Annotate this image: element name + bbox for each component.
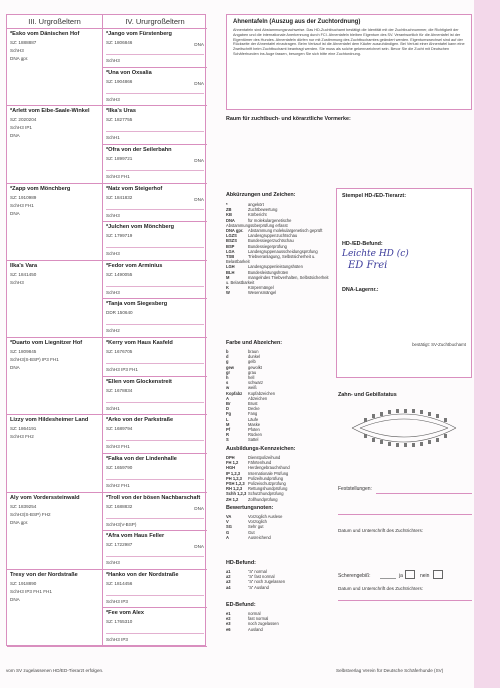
legend-code: BLH <box>226 269 235 275</box>
training-titles: SchH3 <box>106 251 120 257</box>
ahnentafel-info-box <box>226 14 472 110</box>
legend-code: K <box>226 285 229 291</box>
legend-code: DNA <box>226 217 235 223</box>
legend-meaning: dunkel <box>248 354 261 360</box>
pedigree-grid <box>6 14 206 646</box>
legend-code: h <box>226 375 229 381</box>
dog-name: *Kerry vom Haus Kasfeld <box>106 340 173 346</box>
dog-name: *Duarto vom Liegnitzer Hof <box>10 340 83 346</box>
dog-name: *Jango vom Fürstenberg <box>106 31 172 37</box>
great-great-grandparent-cell <box>103 608 207 647</box>
legend-code: PSH 1,2,3 <box>226 481 245 487</box>
great-grandparent-cell <box>7 184 103 261</box>
legend-code: gew <box>226 364 234 370</box>
legend-code: e2 <box>226 616 231 622</box>
ed-befund-list <box>226 611 332 632</box>
training-titles: SchH2 FH1 <box>106 482 130 488</box>
legend-meaning: für molekulargenetische Abstammungsüberprüfung erfasst <box>226 217 292 228</box>
legend-code: TSB <box>226 254 235 260</box>
scherengebiss-label: Scherengebiß: <box>338 573 371 579</box>
great-grandparent-cell <box>7 29 103 106</box>
zuchtbuch-number: SZ: 1809845 <box>10 349 37 354</box>
training-titles: SchH3 FH2 <box>10 434 34 440</box>
legend-code: A <box>226 534 229 540</box>
great-great-grandparent-cell <box>103 338 207 377</box>
zuchtbuch-number: SZ: 1722987 <box>106 542 133 548</box>
great-grandparent-cell <box>7 338 103 415</box>
legend-meaning: Brust <box>248 401 258 407</box>
datum-unterschrift-1: Datum und Unterschrift des Zuchtrichters: <box>338 528 424 533</box>
training-titles: SchH3 IP3 FH1 <box>106 367 138 372</box>
training-titles: SchH3 <box>106 289 120 295</box>
dog-name: *Arko von der Parkstraße <box>106 417 174 424</box>
legend-code: Fg <box>226 411 232 417</box>
legend-meaning: "a" Ausland <box>248 584 269 590</box>
dog-name: *Tanja vom Siegesberg <box>106 301 168 308</box>
entry-rule <box>106 433 204 441</box>
zuchtbuch-number: SZ: 1765310 <box>106 619 133 625</box>
entry-rule <box>106 395 204 403</box>
training-titles: SchH3 <box>106 96 120 102</box>
farbe-title: Farbe und Abzeichen: <box>226 340 283 346</box>
befund-handwritten-hd: Leichte HD (c) <box>342 249 409 259</box>
ausbildung-title: Ausbildungs-Kennzeichen: <box>226 446 296 452</box>
zuchtbuch-number: SZ: 1688832 <box>106 503 133 509</box>
dna-status: DNA <box>194 80 204 86</box>
legend-code: IP 1,2,3 <box>226 470 241 476</box>
training-titles: SchH3 <box>10 48 24 53</box>
legend-meaning: Kopfabzeichen <box>248 390 276 396</box>
dog-name: *Ilka's Uras <box>106 108 136 115</box>
legend-meaning: Bundesleistungshüten <box>248 269 289 275</box>
legend-code: d <box>226 354 229 360</box>
legend-meaning: Dienstpolizeihund <box>248 455 281 460</box>
zahn-title: Zahn- und Gebißstatus <box>338 392 397 398</box>
legend-code: a3 <box>226 579 231 585</box>
legend-code: Pf <box>226 427 231 433</box>
ausbildung-list <box>226 455 332 502</box>
col-header-great-great-grandparents: IV. Ururgroßeltern <box>103 15 207 29</box>
great-grandparent-cell <box>7 570 103 647</box>
dog-name: *Troll von der bösen Nachbarschaft <box>106 494 201 501</box>
feststellungen-label: Feststellungen: <box>338 486 372 492</box>
legend-meaning: normal <box>248 611 261 616</box>
dna-status: DNA <box>10 365 20 370</box>
training-titles: SchH3 <box>106 560 120 566</box>
zuchtbuch-number: SZ: 1490055 <box>106 271 133 277</box>
legend-meaning: Sattel <box>248 437 259 443</box>
great-great-grandparent-cell <box>103 493 207 532</box>
dog-name: *Ellen vom Glockenstreit <box>106 378 172 385</box>
dentition-diagram <box>344 404 464 452</box>
legend-meaning: Maske <box>248 421 261 427</box>
legend-code: LGA <box>226 248 235 254</box>
zuchtbuch-number: SZ: 1678834 <box>106 387 133 393</box>
hd-befund-list <box>226 569 332 590</box>
legend-meaning: Bundessiegerzuchtschau <box>248 238 294 244</box>
farbe-list <box>226 349 332 443</box>
training-titles: SchH3 IP1 <box>10 125 32 131</box>
legend-code: DPH <box>226 455 235 460</box>
training-titles: SchH2 <box>106 328 120 334</box>
dog-name: *Fedor vom Arminius <box>106 262 163 269</box>
legend-meaning: angekört <box>248 202 264 207</box>
legend-code: e6 <box>226 626 231 632</box>
legend-code: LGH <box>226 264 235 270</box>
zuchtbuch-number: SZ: 1918890 <box>10 580 37 586</box>
dna-status: DNA <box>194 505 204 511</box>
legend-code: FH 1,2 <box>226 460 239 466</box>
ja-checkbox[interactable] <box>405 570 415 579</box>
bewertung-title: Bewertungsnoten: <box>226 505 274 511</box>
training-titles: SchH3 IP3 FH1 FH1 <box>10 588 52 594</box>
dna-status: DNA <box>10 596 20 602</box>
great-grandparent-cell <box>7 415 103 492</box>
legend-code: G <box>226 529 230 535</box>
zuchtbuch-number: SZ: 1659790 <box>106 464 133 470</box>
legend-code: RH 1,2,3 <box>226 486 243 492</box>
zuchtbuch-number: SZ: 1888887 <box>10 40 37 45</box>
abbr-title: Abkürzungen und Zeichen: <box>226 192 296 198</box>
training-titles: SchH3 FH1 <box>10 202 34 208</box>
legend-meaning: Körpermängel <box>248 285 274 291</box>
legend-code: s <box>226 380 229 386</box>
legend-meaning: Ausland <box>248 626 263 632</box>
feststellungen-line <box>376 493 472 494</box>
dog-name: *Zapp vom Mönchberg <box>10 185 71 192</box>
legend-meaning: Vorzüglich Auslese <box>248 514 283 519</box>
col-header-great-grandparents: III. Urgroßeltern <box>7 15 103 29</box>
zuchtbuch-number: SZ: 1827755 <box>106 117 133 123</box>
dog-name: *Arlett vom Eibe-Saale-Winkel <box>10 108 90 115</box>
legend-meaning: Sehr gut <box>248 524 264 530</box>
legend-meaning: "a" normal <box>248 569 267 574</box>
dog-name: Aly vom Vorderssteinwald <box>10 494 80 501</box>
training-titles: SchH3 <box>10 279 24 285</box>
legend-code: w <box>226 385 230 391</box>
great-great-grandparent-cell <box>103 106 207 145</box>
legend-meaning: Triebveranlagung, Selbstsicherheit u. Belastbarkeit <box>226 254 316 265</box>
training-titles: SchH3 IP3 <box>106 598 128 604</box>
legend-meaning: noch zugelassen <box>248 621 279 627</box>
great-great-grandparent-cell <box>103 454 207 493</box>
zuchtbuch-number: SZ: 1676705 <box>106 349 133 354</box>
zuchtbuch-number: SZ: 1864191 <box>10 426 37 432</box>
legend-meaning: Pfoten <box>248 427 260 433</box>
great-grandparent-cell <box>7 106 103 183</box>
legend-row <box>226 627 332 632</box>
entry-rule <box>106 317 204 325</box>
legend-meaning: Landesgruppenausscheidungsprüfung <box>248 248 318 254</box>
legend-code: e1 <box>226 611 231 616</box>
zuchtbuch-number: SZ: 1904866 <box>106 78 133 84</box>
legend-row <box>226 585 332 590</box>
signature-line-1 <box>338 514 472 515</box>
legend-code: D <box>226 406 229 412</box>
vet-stamp-box <box>336 188 472 378</box>
legend-code: ZB <box>226 207 232 213</box>
legend-code: V <box>226 519 229 525</box>
entry-rule <box>106 588 204 596</box>
legend-meaning: Fährtenhund <box>248 460 272 466</box>
legend-code: LGZS <box>226 233 237 239</box>
great-great-grandparent-cell <box>103 184 207 223</box>
zuchtbuch-number: SZ: 1814456 <box>106 580 133 586</box>
legend-row <box>226 218 332 228</box>
datum-unterschrift-2: Datum und Unterschrift des Zuchtrichters: <box>338 586 424 591</box>
ja-label: ja <box>399 573 403 579</box>
legend-code: KB <box>226 212 232 218</box>
dog-name: *Fee vom Alex <box>106 610 145 617</box>
legend-code: a4 <box>226 584 231 590</box>
abbr-list <box>226 202 332 296</box>
dog-name: Tresy von der Nordstraße <box>10 571 78 578</box>
legend-code: HGH <box>226 465 236 471</box>
zuchtbuch-number: SZ: 1806846 <box>106 40 133 45</box>
great-great-grandparent-cell <box>103 68 207 107</box>
legend-row <box>226 290 332 295</box>
legend-code: SG <box>226 524 232 530</box>
legend-code: gr <box>226 369 231 375</box>
dna-lagernr-label: DNA-Lagernr.: <box>342 287 379 293</box>
dog-name: *Julchen vom Mönchberg <box>106 224 175 231</box>
legend-meaning: Herdengebrauchshund <box>248 465 290 471</box>
legend-meaning: Abstammung molekulargenetisch geprüft <box>248 228 323 234</box>
bewertung-list <box>226 514 332 540</box>
training-titles: SchH3 FH1 <box>106 173 130 179</box>
legend-meaning: Fang <box>248 411 258 417</box>
legend-meaning: Wesensmängel <box>248 290 277 296</box>
dna-status: DNA <box>194 544 204 550</box>
dna-status: DNA gpr. <box>10 56 29 61</box>
dog-name: *Natz vom Steigerhof <box>106 185 163 192</box>
legend-code: PH 1,2,3 <box>226 475 242 481</box>
dog-name: *Esko vom Dänischen Hof <box>10 31 80 37</box>
dna-status: DNA <box>10 210 20 216</box>
dna-status: DNA <box>194 196 204 202</box>
training-titles: SchH3 FH1 <box>106 444 130 450</box>
training-titles: SchH3(V-BSP) <box>106 521 137 527</box>
befund-label: HD-/ED-Befund: <box>342 241 383 247</box>
legend-meaning: Abzeichen <box>248 395 268 401</box>
right-margin-band <box>474 0 500 688</box>
legend-meaning: Läufe <box>248 416 259 422</box>
great-great-grandparent-cell <box>103 222 207 261</box>
dog-name: *Ofra von der Seilerbahn <box>106 146 172 153</box>
signature-line-2 <box>338 600 472 601</box>
zuchtbuch-number: SZ: 1841450 <box>10 271 37 277</box>
bestaetigt-label: bestätigt: SV-Zuchtbuchamt <box>412 342 466 347</box>
legend-meaning: Decke <box>248 406 260 412</box>
great-great-grandparent-cell <box>103 29 207 68</box>
legend-code: M <box>226 421 230 427</box>
dog-name: *Hanko von der Nordstraße <box>106 571 179 578</box>
legend-row <box>226 275 332 285</box>
legend-meaning: Internationale Prüfung <box>248 470 289 476</box>
great-grandparent-cell <box>7 493 103 570</box>
entry-rule <box>106 202 204 210</box>
training-titles: SchH3 <box>106 212 120 218</box>
legend-code: R <box>226 432 229 438</box>
entry-rule <box>106 240 204 248</box>
dog-name: *Afra vom Haus Feller <box>106 533 165 540</box>
zuchtbuch-number: SZ: 1910989 <box>10 194 37 200</box>
legend-code: A <box>226 395 229 401</box>
legend-code: a2 <box>226 574 231 580</box>
legend-code: ZH 1,2 <box>226 496 239 502</box>
legend-code: W <box>226 290 230 296</box>
scherengebiss-ja-line <box>380 571 396 579</box>
legend-meaning: Schutzhundprüfung <box>248 491 284 497</box>
legend-meaning: Rücken <box>248 432 262 438</box>
great-great-grandparent-cell <box>103 261 207 300</box>
zuchtbuch-number: SZ: 1689794 <box>106 426 133 432</box>
training-titles: SchH3(S-BSP) IP3 FH1 <box>10 357 59 362</box>
training-titles: SchH3 IP3 <box>106 637 128 643</box>
legend-code: Kopfabz <box>226 390 243 396</box>
dna-status: DNA <box>194 157 204 163</box>
entry-rule <box>106 472 204 480</box>
legend-meaning: Gut <box>248 529 255 535</box>
vormerke-label: Raum für zuchtbuch- und körarztliche Vormerke: <box>226 116 351 122</box>
legend-code: M <box>226 274 230 280</box>
zuchtbuch-number: DDR 150640 <box>106 310 133 316</box>
entry-rule <box>106 47 204 55</box>
legend-meaning: gewolkt <box>248 364 262 370</box>
legend-meaning: Vorzüglich <box>248 519 267 525</box>
legend-code: L <box>226 416 229 422</box>
stempel-label: Stempel HD-/ED-Tierarzt: <box>342 193 407 199</box>
training-titles: SchH1 <box>106 135 120 141</box>
legend-meaning: Ausreichend <box>248 534 271 540</box>
zuchtbuch-number: SZ: 2020204 <box>10 117 37 123</box>
legend-row <box>226 535 332 540</box>
legend-meaning: mangelndes Triebverhalten, Selbstsicherheit u. Belastbarkeit <box>226 274 329 286</box>
legend-meaning: weiß <box>248 385 257 391</box>
entry-rule <box>106 356 204 364</box>
legend-meaning: "a" fast normal <box>248 574 275 580</box>
footer-publisher: Selbstverlag Verein für Deutsche Schäferhunde (SV) <box>336 668 444 673</box>
legend-meaning: Zollhundprüfung <box>248 496 278 502</box>
legend-code: g <box>226 359 229 365</box>
hd-befund-title: HD-Befund: <box>226 560 256 566</box>
legend-meaning: hell <box>248 375 255 381</box>
dog-name: *Una von Oxsalia <box>106 69 152 76</box>
ed-befund-title: ED-Befund: <box>226 602 256 608</box>
dna-status: DNA gpr. <box>10 519 29 525</box>
training-titles: SchH1 <box>106 405 120 411</box>
nein-label: nein <box>420 573 430 579</box>
dog-name: Lizzy vom Hildesheimer Land <box>10 417 89 424</box>
legend-meaning: schwarz <box>248 380 264 386</box>
entry-rule <box>106 549 204 557</box>
legend-meaning: Zuchtbewertung <box>248 207 278 213</box>
legend-code: * <box>226 202 228 207</box>
dna-status: DNA <box>10 133 20 139</box>
entry-rule <box>106 124 204 132</box>
entry-rule <box>106 279 204 287</box>
legend-meaning: Polizeischutzprüfung <box>248 481 286 487</box>
dna-status: DNA <box>194 42 204 47</box>
entry-rule <box>106 511 204 519</box>
legend-code: DNA gpr. <box>226 228 244 234</box>
legend-code: e3 <box>226 621 231 627</box>
legend-row <box>226 254 332 264</box>
legend-meaning: Polizeihundprüfung <box>248 475 284 481</box>
dog-name: *Falka von der Lindenhalle <box>106 455 177 462</box>
footer-note: vom SV zugelassenen HD/ED-Tierarzt erfolgen. <box>6 668 104 673</box>
entry-rule <box>106 86 204 94</box>
legend-code: Schh 1,2,3 <box>226 491 247 497</box>
zuchtbuch-number: SZ: 1839254 <box>10 503 37 509</box>
zuchtbuch-number: SZ: 1799719 <box>106 233 133 239</box>
legend-meaning: gelb <box>248 359 256 365</box>
legend-code: S <box>226 437 229 443</box>
dog-name: Ilka's Vara <box>10 262 38 269</box>
nein-checkbox[interactable] <box>433 570 443 579</box>
legend-meaning: Landesgruppenleistungshüten <box>248 264 303 270</box>
legend-meaning: grau <box>248 369 257 375</box>
legend-meaning: braun <box>248 349 259 354</box>
legend-code: BSZS <box>226 238 237 244</box>
training-titles: SchH3 <box>106 58 120 63</box>
legend-code: b <box>226 349 229 354</box>
legend-row <box>226 437 332 442</box>
legend-meaning: Landesgruppenzuchtschau <box>248 233 298 239</box>
legend-row <box>226 497 332 502</box>
great-great-grandparent-cell <box>103 377 207 416</box>
great-great-grandparent-cell <box>103 299 207 338</box>
great-great-grandparent-cell <box>103 570 207 609</box>
great-great-grandparent-cell <box>103 415 207 454</box>
ahnentafel-text: Ahnentafeln sind Abstammungsnachweise. Das HD-Zuchtbuchamt bestätigt die Identität mit der Zuchtbuchnummer, die Richtigkeit der Angaben und die internationale Anerkennung durch FCI. Ahnentafeln bleiben Eigentum des SV. Verantwortlich für die Ahnentafel ist der Eigentümer des Hundes. Ahnentafeln dürfen nur mit Zustimmung des Zuchtbuchamtes geändert werden. Eigentumswechsel sind auf der Rückseite der Ahnentafel einzutragen. Beim Verkauf ist die Ahnentafel dem Käufer auszuhändigen. Bei Verlust einer Ahnentafel kann eine Zweitschrift beim Zuchtbuchamt beantragt werden. Sie muss als solche gekennzeichnet sein. Bevor Sie die Zucht mit Deutschen Schäferhunden ins Auge fassen, besorgen Sie sich bitte eine Zuchtordnung. <box>233 28 465 56</box>
legend-meaning: Körbericht <box>248 212 267 218</box>
legend-code: Br <box>226 401 231 407</box>
legend-meaning: "a" noch zugelassen <box>248 579 286 585</box>
zuchtbuch-number: SZ: 1841832 <box>106 194 133 200</box>
ahnentafel-title: Ahnentafeln (Auszug aus der Zuchtordnung) <box>233 19 361 25</box>
zuchtbuch-number: SZ: 1899721 <box>106 155 133 161</box>
training-titles: SchH3(S-BSP) FH2 <box>10 511 51 517</box>
legend-meaning: Rettungshundprüfung <box>248 486 288 492</box>
befund-handwritten-ed: ED Frei <box>348 260 388 271</box>
great-great-grandparent-cell <box>103 531 207 570</box>
entry-rule <box>106 163 204 171</box>
great-grandparent-cell <box>7 261 103 338</box>
legend-meaning: fast normal <box>248 616 269 622</box>
legend-code: a1 <box>226 569 231 574</box>
great-great-grandparent-cell <box>103 145 207 184</box>
legend-meaning: Bundessiegerprüfung <box>248 243 287 249</box>
entry-rule <box>106 626 204 634</box>
legend-code: VA <box>226 514 232 519</box>
legend-code: BSP <box>226 243 235 249</box>
